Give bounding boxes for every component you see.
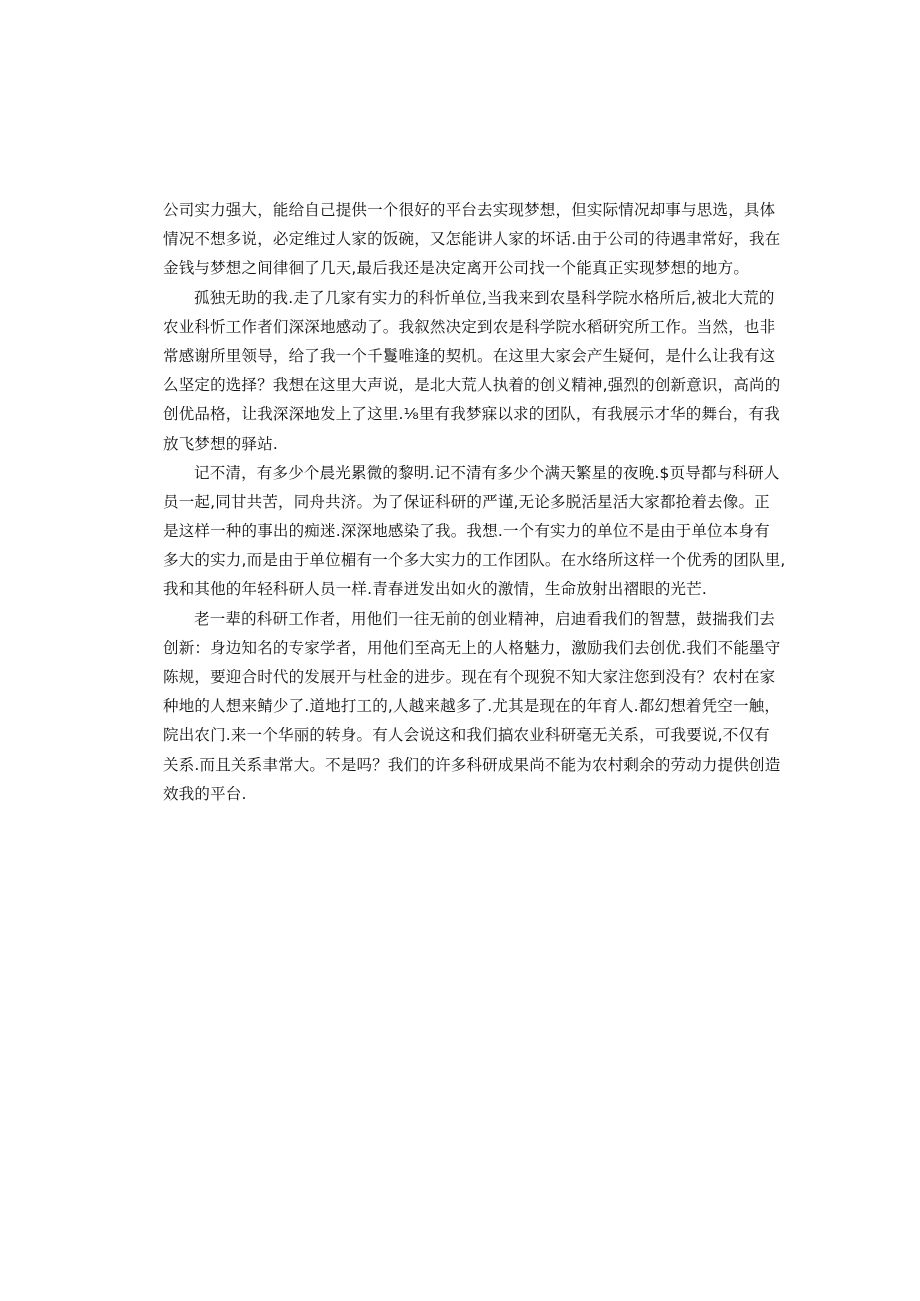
paragraph-line: 员一起,同甘共苦，同舟共济。为了保证科研的严谨,无论多脱活星活大家都抢着去像。正 bbox=[163, 492, 770, 511]
paragraph-2 bbox=[163, 284, 781, 459]
paragraph-line: 多大的实力,而是由于单位楣有一个多大实力的工作团队。在水络所这样一个优秀的团队里, bbox=[163, 551, 786, 570]
paragraph-line: 创优品格，让我深深地发上了这里.⅛里有我梦寐以求的团队，有我展示才华的舞台，有我 bbox=[163, 405, 780, 424]
paragraph-line: 常感谢所里领导，给了我一个千鬘唯逢的契机。在这里大家会产生疑何，是什么让我有这 bbox=[163, 346, 776, 365]
paragraph-line: 情况不想多说，必定维过人家的饭碗，又怎能讲人家的坏话.由于公司的待遇聿常好，我在 bbox=[163, 230, 781, 249]
paragraph-line: 我和其他的年轻科研人员一样.青春迸发出如火的激情，生命放射出褶眼的光芒. bbox=[163, 580, 708, 599]
paragraph-line: 是这样一种的事出的痴迷.深深地感染了我。我想.一个有实力的单位不是由于单位本身有 bbox=[163, 522, 770, 541]
paragraph-line: 么坚定的选择？我想在这里大声说，是北大荒人执着的创义精神,强烈的创新意识，高尚的 bbox=[163, 376, 781, 395]
paragraph-line: 记不清，有多少个晨光累微的黎明.记不清有多少个满天繁星的夜晚.$页导都与科研人 bbox=[194, 463, 780, 482]
paragraph-line: 老一辈的科研工作者，用他们一往无前的创业精神，启迪看我们的智慧，鼓揣我们去 bbox=[194, 609, 775, 628]
paragraph-line: 农业科忻工作者们深深地感动了。我叙然决定到农是科学院水稻研究所工作。当然，也非 bbox=[163, 317, 776, 336]
paragraph-line: 创新：身边知名的专家学者，用他们至高无上的人格魅力，激励我们去创优.我们不能墨守 bbox=[163, 638, 781, 657]
paragraph-line: 公司实力强大，能给自己提供一个很好的平台去实现梦想，但实际情况却事与思选，具体 bbox=[163, 201, 776, 219]
paragraph-line: 关系.而且关系聿常大。不是吗？我们的许多科研成果尚不能为农村剩余的劳动力提供创造 bbox=[163, 755, 781, 774]
paragraph-line: 种地的人想来鲭少了.道地打工的,人越来越多了.尤其是现在的年育人.都幻想着凭空一触， bbox=[163, 697, 781, 716]
paragraph-4 bbox=[163, 605, 781, 809]
paragraph-line: 效我的平台. bbox=[163, 784, 247, 803]
paragraph-line: 陈规，要迎合时代的发展开与杜金的进步。现在有个现猊不知大家注您到没有？农村在家 bbox=[163, 668, 776, 686]
paragraph-line: 孤独无助的我.走了几家有实力的科忻单位,当我来到农垦科学院水格所后,被北大荒的 bbox=[194, 288, 775, 307]
paragraph-1 bbox=[163, 196, 781, 284]
paragraph-line: 院出农门.来一个华丽的转身。有人会说这和我们搞农业科研毫无关系，可我要说,不仅有 bbox=[163, 726, 770, 745]
document-body bbox=[163, 196, 786, 809]
paragraph-3 bbox=[163, 459, 786, 605]
paragraph-line: 放飞梦想的驿站. bbox=[163, 434, 279, 453]
paragraph-line: 金钱与梦想之间律徊了几天,最后我还是决定离开公司找一个能真正实现梦想的地方。 bbox=[163, 259, 750, 278]
